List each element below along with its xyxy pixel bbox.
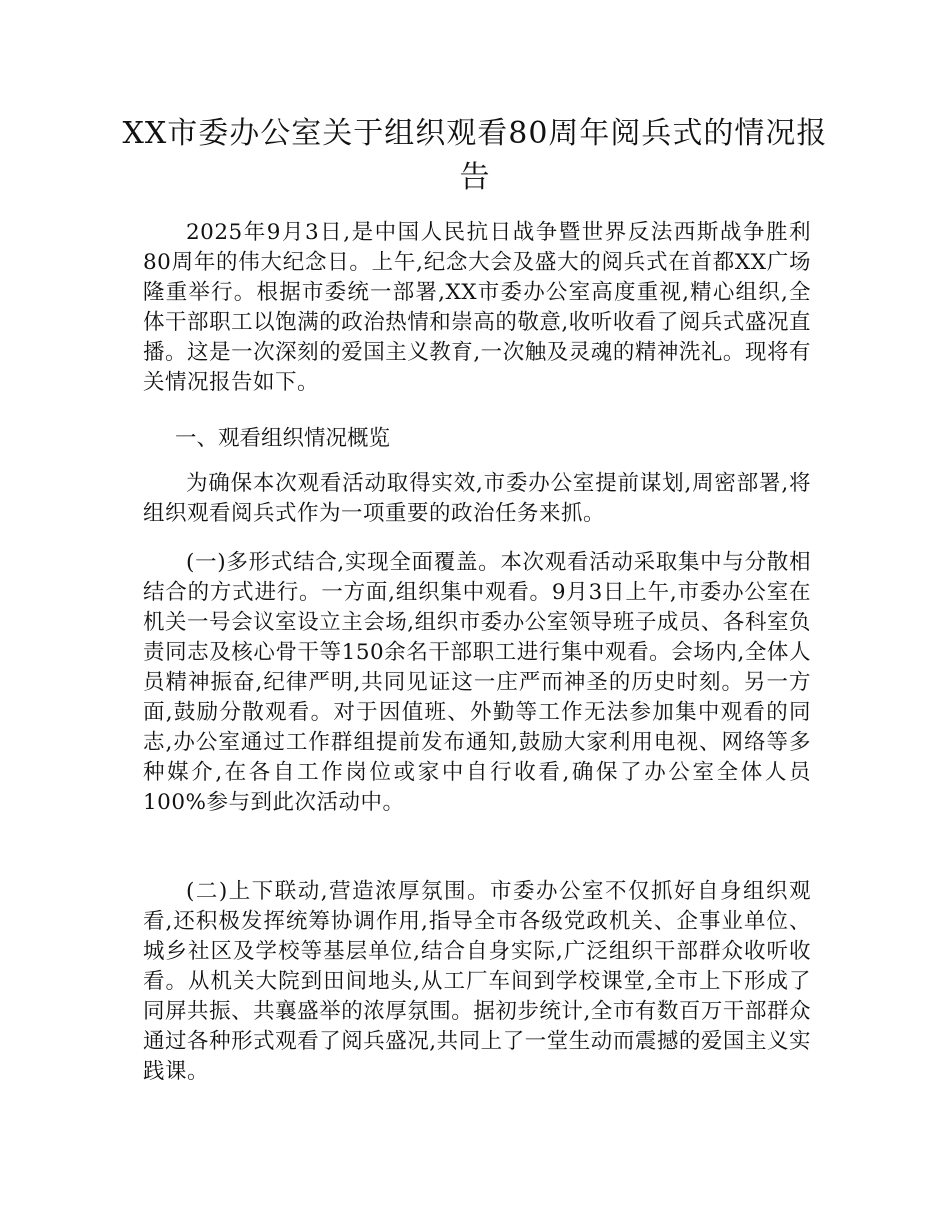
item-one-lead: (一)多形式结合,实现全面覆盖。 bbox=[186, 550, 501, 575]
item-one-text: 本次观看活动采取集中与分散相结合的方式进行。一方面,组织集中观看。9月3日上午,市委办公室在机关一号会议室设立主会场,组织市委办公室领导班子成员、各科室负责同志及核心骨干等150余名干部职工进行集中观看。会场内,全体人员精神振奋,纪律严明,共同见证这一庄严而神圣的历史时刻。另一方面,鼓励分散观看。对于因值班、外勤等工作无法参加集中观看的同志,办公室通过工作群组提前发布通知,鼓励大家利用电视、网络等多种媒介,在各自工作岗位或家中自行收看,确保了办公室全体人员100%参与到此次活动中。 bbox=[143, 550, 811, 815]
section-intro-paragraph: 为确保本次观看活动取得实效,市委办公室提前谋划,周密部署,将组织观看阅兵式作为一项重要的政治任务来抓。 bbox=[143, 471, 811, 526]
item-one-paragraph bbox=[143, 548, 811, 818]
section-heading: 一、观看组织情况概览 bbox=[175, 426, 391, 451]
item-two-lead: (二)上下联动,营造浓厚氛围。 bbox=[186, 879, 491, 904]
intro-paragraph: 2025年9月3日,是中国人民抗日战争暨世界反法西斯战争胜利80周年的伟大纪念日。上午,纪念大会及盛大的阅兵式在首都XX广场隆重举行。根据市委统一部署,XX市委办公室高度重视,精心组织,全体干部职工以饱满的政治热情和崇高的敬意,收听收看了阅兵式盛况直播。这是一次深刻的爱国主义教育,一次触及灵魂的精神洗礼。现将有关情况报告如下。 bbox=[143, 220, 811, 395]
item-two-text: 市委办公室不仅抓好自身组织观看,还积极发挥统筹协调作用,指导全市各级党政机关、企事业单位、城乡社区及学校等基层单位,结合自身实际,广泛组织干部群众收听收看。从机关大院到田间地头,从工厂车间到学校课堂,全市上下形成了同屏共振、共襄盛举的浓厚氛围。据初步统计,全市有数百万干部群众通过各种形式观看了阅兵盛况,共同上了一堂生动而震撼的爱国主义实践课。 bbox=[143, 879, 811, 1084]
item-two-paragraph bbox=[143, 877, 811, 1087]
document-title: XX市委办公室关于组织观看80周年阅兵式的情况报告 bbox=[122, 116, 828, 195]
